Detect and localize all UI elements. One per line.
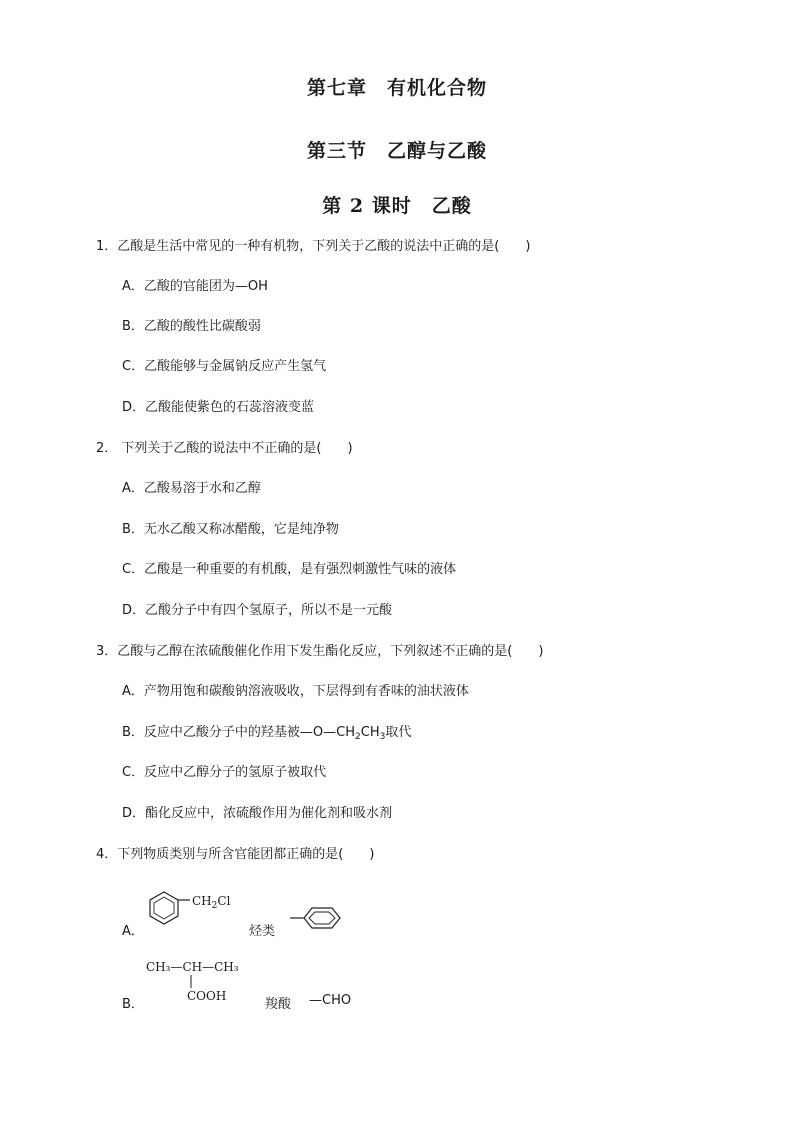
question-2-option-a: A．乙酸易溶于水和乙醇 — [122, 481, 261, 496]
question-4-stem: 4．下列物质类别与所含官能团都正确的是( ) — [96, 847, 375, 862]
question-4-option-b-class: 羧酸 — [265, 997, 292, 1012]
question-3-option-d: D．酯化反应中，浓硫酸作用为催化剂和吸水剂 — [122, 806, 393, 821]
question-4-option-b-branch: COOH — [187, 989, 227, 1003]
branch-bond — [186, 974, 196, 990]
question-1-option-d: D．乙酸能使紫色的石蕊溶液变蓝 — [122, 400, 315, 415]
chapter-title: 第七章 有机化合物 — [306, 77, 487, 99]
question-4-option-a-substituent: $CH_2Cl$ — [192, 894, 231, 911]
question-2-option-d: D．乙酸分子中有四个氢原子，所以不是一元酸 — [122, 603, 393, 618]
question-1-option-b: B．乙酸的酸性比碳酸弱 — [122, 319, 261, 334]
question-3-option-c: C．反应中乙醇分子的氢原子被取代 — [122, 765, 327, 780]
question-1-option-c: C．乙酸能够与金属钠反应产生氢气 — [122, 359, 327, 374]
question-4-option-a-class: 烃类 — [249, 924, 276, 939]
question-3-option-b: B．反应中乙酸分子中的羟基被$—O—CH_2CH_3$取代 — [122, 725, 412, 742]
question-4-option-b-label: B． — [122, 997, 144, 1012]
question-2-stem: 2． 下列关于乙酸的说法中不正确的是( ) — [96, 441, 353, 456]
question-4-option-b-chain: CH₃—CH—CH₃ — [146, 960, 239, 974]
question-4-option-a-label: A． — [122, 924, 144, 939]
question-3-option-a: A．产物用饱和碳酸钠溶液吸收，下层得到有香味的油状液体 — [122, 684, 469, 699]
question-4-option-b-group: —CHO — [309, 993, 352, 1008]
lesson-title: 第 2 课时 乙酸 — [322, 195, 472, 217]
question-3-stem: 3．乙酸与乙醇在浓硫酸催化作用下发生酯化反应，下列叙述不正确的是( ) — [96, 644, 544, 659]
question-1-stem: 1．乙酸是生活中常见的一种有机物，下列关于乙酸的说法中正确的是( ) — [96, 239, 531, 254]
section-title: 第三节 乙醇与乙酸 — [306, 140, 487, 162]
question-1-option-a: A．乙酸的官能团为—OH — [122, 279, 268, 294]
phenyl-group-structure — [288, 904, 358, 936]
question-2-option-c: C．乙酸是一种重要的有机酸，是有强烈刺激性气味的液体 — [122, 562, 457, 577]
question-2-option-b: B．无水乙酸又称冰醋酸，它是纯净物 — [122, 522, 339, 537]
